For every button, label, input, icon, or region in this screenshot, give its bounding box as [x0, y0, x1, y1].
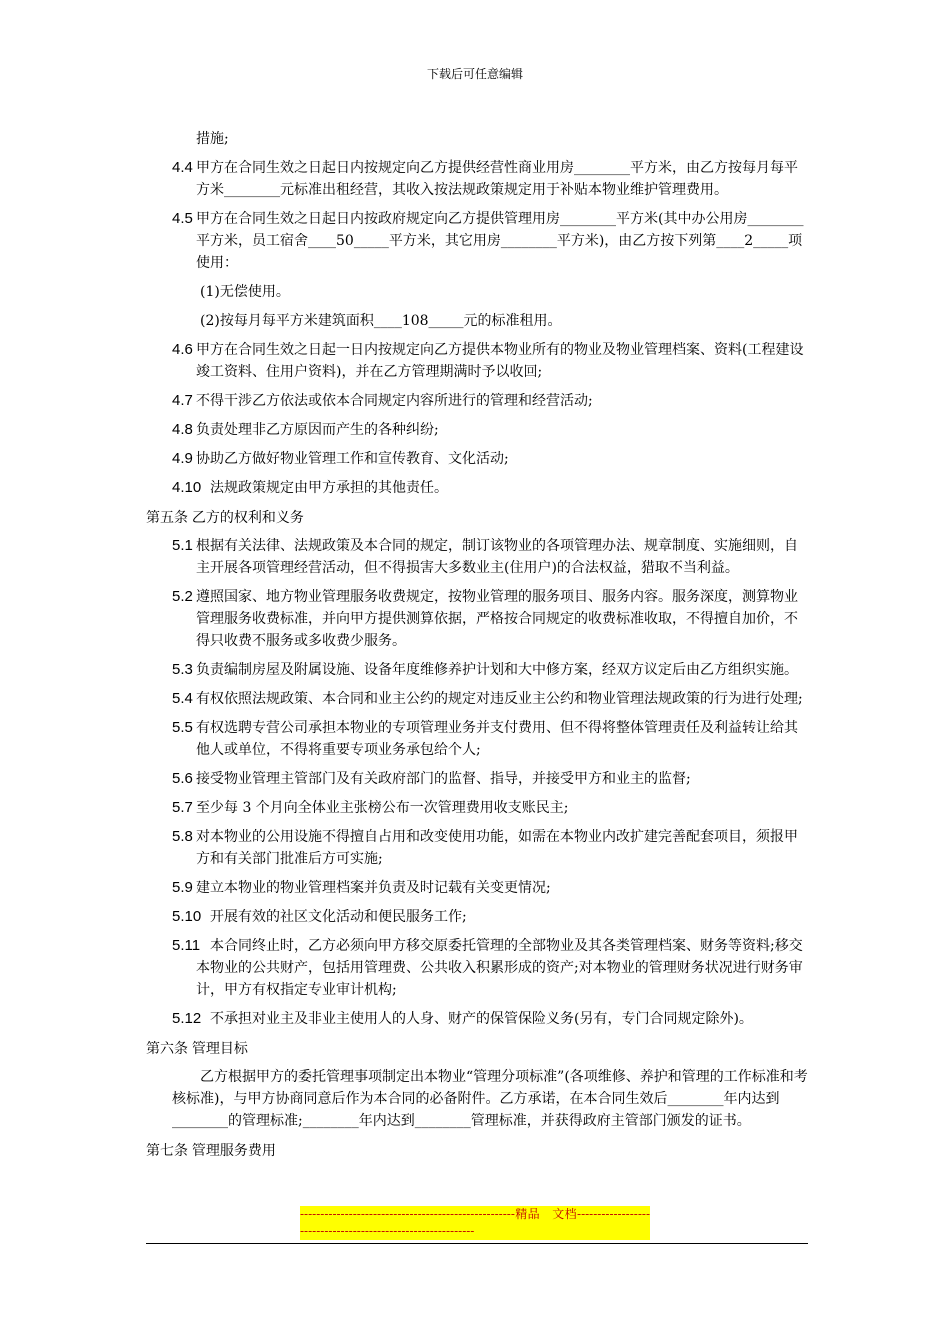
clause-text: 不得干涉乙方依法或依本合同规定内容所进行的管理和经营活动; — [196, 393, 593, 409]
clause-4-7 — [146, 390, 808, 412]
section-7-heading: 第七条 管理服务费用 — [146, 1142, 276, 1158]
clause-5-3 — [146, 659, 808, 681]
clause-5-6 — [146, 768, 808, 790]
clause-number: 5.6 — [172, 770, 193, 787]
clause-text: 不承担对业主及非业主使用人的人身、财产的保管保险义务(另有，专门合同规定除外)。 — [210, 1011, 753, 1027]
clause-text: 遵照国家、地方物业管理服务收费规定，按物业管理的服务项目、服务内容。服务深度，测算物业管理服务收费标准，并向甲方提供测算依据，严格按合同规定的收费标准收取，不得擅自加价，不得只收费不服务或多收费少服务。 — [196, 589, 798, 649]
section-6-paragraph: 乙方根据甲方的委托管理事项制定出本物业“管理分项标准”(各项维修、养护和管理的工作标准和考核标准)，与甲方协商同意后作为本合同的必备附件。乙方承诺，在本合同生效后________年内达到________的管理标准;________年内达到________管理标准，并获得政府主管部门颁发的证书。 — [172, 1069, 808, 1129]
clause-text: 协助乙方做好物业管理工作和宣传教育、文化活动; — [196, 451, 509, 467]
clause-5-5 — [146, 717, 808, 761]
option-2: (2)按每月每平方米建筑面积____108_____元的标准租用。 — [200, 313, 562, 329]
clause-number: 4.6 — [172, 341, 193, 358]
clause-5-10 — [146, 906, 808, 928]
paragraph-continuation: 措施; — [196, 131, 229, 147]
clause-number: 5.4 — [172, 690, 193, 707]
clause-number: 5.7 — [172, 799, 193, 816]
clause-text: 甲方在合同生效之日起日内按规定向乙方提供经营性商业用房________平方米，由乙方按每月每平方米________元标准出租经营，其收入按法规政策规定用于补贴本物业维护管理费用。 — [196, 160, 798, 198]
clause-4-6 — [146, 339, 808, 383]
section-5-heading: 第五条 乙方的权利和义务 — [146, 509, 304, 525]
clause-5-1 — [146, 535, 808, 579]
clause-4-4 — [146, 157, 808, 201]
clause-number: 4.8 — [172, 421, 193, 438]
clause-4-5 — [146, 208, 808, 274]
clause-4-8 — [146, 419, 808, 441]
clause-number: 5.2 — [172, 588, 193, 605]
clause-text: 接受物业管理主管部门及有关政府部门的监督、指导，并接受甲方和业主的监督; — [196, 771, 691, 787]
clause-number: 5.1 — [172, 537, 193, 554]
clause-5-2 — [146, 586, 808, 652]
clause-text: 甲方在合同生效之日起日内按政府规定向乙方提供管理用房________平方米(其中办公用房________平方米，员工宿舍____50_____平方米，其它用房________平方米)，由乙方按下列第____2_____项使用： — [196, 211, 804, 271]
clause-5-9 — [146, 877, 808, 899]
clause-text: 负责处理非乙方原因而产生的各种纠纷; — [196, 422, 439, 438]
section-6-heading: 第六条 管理目标 — [146, 1040, 248, 1056]
clause-number: 5.5 — [172, 719, 193, 736]
clause-5-11 — [146, 935, 808, 1001]
clause-5-12 — [146, 1008, 808, 1030]
clause-text: 根据有关法律、法规政策及本合同的规定，制订该物业的各项管理办法、规章制度、实施细则，自主开展各项管理经营活动，但不得损害大多数业主(住用户)的合法权益，猎取不当利益。 — [196, 538, 798, 576]
clause-number: 4.4 — [172, 159, 193, 176]
clause-number: 5.3 — [172, 661, 193, 678]
option-1: (1)无偿使用。 — [200, 284, 290, 300]
clause-number: 5.12 — [172, 1010, 202, 1027]
clause-text: 负责编制房屋及附属设施、设备年度维修养护计划和大中修方案，经双方议定后由乙方组织实施。 — [196, 662, 798, 678]
footer-watermark: -----------------------------------------------------精品 文档------------------------------------------------------------- — [300, 1207, 650, 1238]
clause-4-10 — [146, 477, 808, 499]
clause-number: 5.10 — [172, 908, 202, 925]
clause-number: 4.5 — [172, 210, 193, 227]
clause-5-8 — [146, 826, 808, 870]
clause-number: 4.7 — [172, 392, 193, 409]
clause-text: 本合同终止时，乙方必须向甲方移交原委托管理的全部物业及其各类管理档案、财务等资料;移交本物业的公共财产，包括用管理费、公共收入积累形成的资产;对本物业的管理财务状况进行财务审计，甲方有权指定专业审计机构; — [196, 938, 803, 998]
clause-number: 5.8 — [172, 828, 193, 845]
clause-text: 开展有效的社区文化活动和便民服务工作; — [210, 909, 467, 925]
clause-text: 建立本物业的物业管理档案并负责及时记载有关变更情况; — [196, 880, 551, 896]
document-body — [146, 128, 808, 1168]
clause-text: 有权依照法规政策、本合同和业主公约的规定对违反业主公约和物业管理法规政策的行为进行处理; — [196, 691, 803, 707]
clause-number: 4.9 — [172, 450, 193, 467]
clause-text: 有权选聘专营公司承担本物业的专项管理业务并支付费用、但不得将整体管理责任及利益转让给其他人或单位，不得将重要专项业务承包给个人; — [196, 720, 798, 758]
clause-text: 对本物业的公用设施不得擅自占用和改变使用功能，如需在本物业内改扩建完善配套项目，须报甲方和有关部门批准后方可实施; — [196, 829, 798, 867]
clause-5-7 — [146, 797, 808, 819]
clause-4-9 — [146, 448, 808, 470]
clause-text: 法规政策规定由甲方承担的其他责任。 — [210, 480, 448, 496]
footer-divider — [146, 1243, 808, 1244]
page-header: 下载后可任意编辑 — [426, 67, 523, 81]
clause-text: 甲方在合同生效之日起一日内按规定向乙方提供本物业所有的物业及物业管理档案、资料(工程建设竣工资料、住用户资料)，并在乙方管理期满时予以收回; — [196, 342, 804, 380]
clause-number: 5.9 — [172, 879, 193, 896]
clause-number: 5.11 — [172, 937, 201, 954]
clause-5-4 — [146, 688, 808, 710]
clause-number: 4.10 — [172, 479, 202, 496]
clause-text: 至少每 3 个月向全体业主张榜公布一次管理费用收支账民主; — [196, 800, 569, 816]
